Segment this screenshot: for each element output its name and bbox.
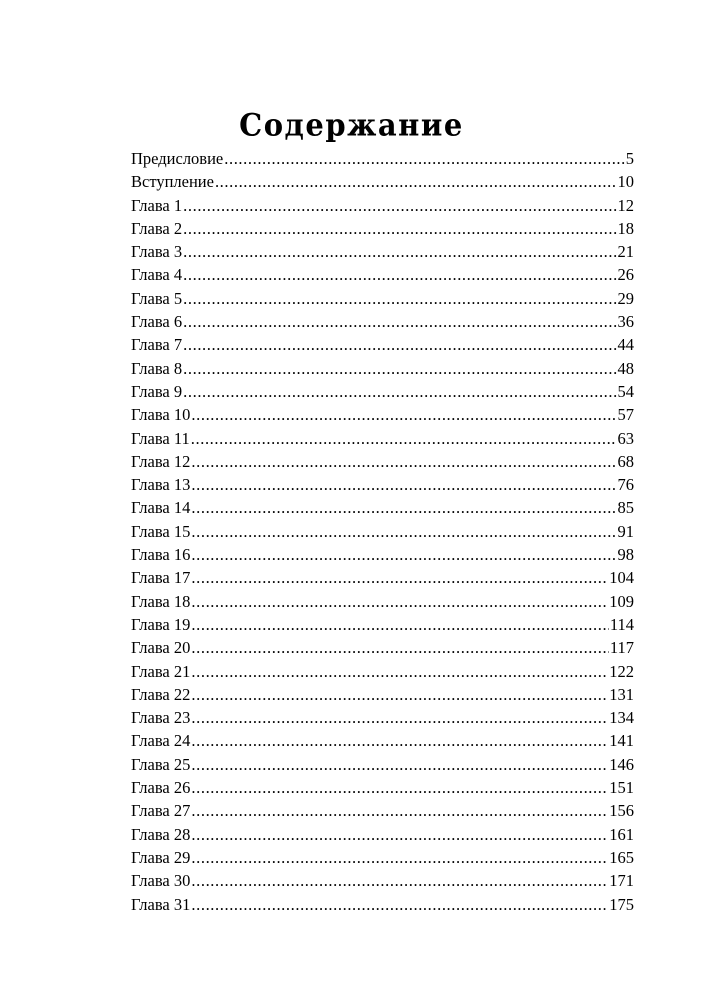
toc-entry [131,799,634,822]
toc-entry-label: Глава 7 [131,335,183,355]
dot-leader [191,823,608,846]
toc-entry-label: Глава 27 [131,801,191,821]
toc-entry-label: Глава 4 [131,265,183,285]
toc-entry [131,776,634,799]
toc-entry-label: Глава 23 [131,708,191,728]
toc-entry-page-number: 29 [617,288,634,308]
toc-entry-page-number: 76 [617,475,634,495]
toc-entry-page-number: 5 [625,149,634,168]
toc-entry-page-number: 36 [617,312,634,332]
toc-entry-label: Глава 11 [131,428,190,448]
toc-entry-label: Глава 16 [131,545,191,565]
toc-entry-page-number: 141 [609,731,634,751]
toc-entry [131,403,634,426]
toc-entry-page-number: 117 [609,638,634,658]
toc-entry-page-number: 57 [617,405,634,425]
toc-entry-label: Глава 25 [131,754,191,774]
toc-entry-label: Глава 18 [131,591,191,611]
toc-entry-page-number: 109 [609,591,634,611]
toc-entry-page-number: 91 [617,521,634,541]
toc-entry-label: Глава 12 [131,451,191,471]
toc-entry-label: Глава 13 [131,475,191,495]
dot-leader [191,869,608,892]
toc-entry-label: Глава 8 [131,358,183,378]
toc-entry [131,310,634,333]
dot-leader [183,217,616,240]
dot-leader [191,427,617,450]
toc-entry-label: Глава 1 [131,195,183,215]
toc-entry [131,893,634,916]
toc-entry [131,520,634,543]
toc-entry-page-number: 146 [609,754,634,774]
toc-entry-page-number: 114 [609,614,634,634]
toc-entry-label: Глава 20 [131,638,191,658]
dot-leader [191,776,608,799]
dot-leader [191,590,608,613]
toc-entry-label: Глава 26 [131,778,191,798]
dot-leader [191,846,608,869]
toc-entry-page-number: 175 [609,894,634,914]
table-of-contents [131,147,634,916]
toc-entry-page-number: 134 [609,708,634,728]
dot-leader [191,893,608,916]
toc-entry [131,660,634,683]
toc-entry-page-number: 151 [609,778,634,798]
toc-entry-page-number: 48 [617,358,634,378]
toc-entry-page-number: 165 [609,847,634,867]
toc-entry-page-number: 104 [609,568,634,588]
toc-entry-page-number: 54 [617,381,634,401]
dot-leader [191,683,608,706]
toc-entry-label: Глава 19 [131,614,191,634]
dot-leader [191,799,608,822]
toc-entry-label: Глава 3 [131,242,183,262]
toc-entry [131,194,634,217]
dot-leader [183,240,616,263]
toc-entry-label: Глава 15 [131,521,191,541]
toc-entry-label: Глава 17 [131,568,191,588]
toc-entry [131,380,634,403]
dot-leader [183,380,616,403]
toc-entry-page-number: 12 [617,195,634,215]
toc-entry-page-number: 161 [609,824,634,844]
dot-leader [183,333,616,356]
toc-entry-page-number: 21 [617,242,634,262]
toc-entry [131,170,634,193]
toc-entry [131,496,634,519]
dot-leader [191,636,608,659]
toc-entry-page-number: 171 [609,871,634,891]
toc-entry-page-number: 44 [617,335,634,355]
toc-entry [131,729,634,752]
page-title: Содержание [239,107,464,144]
dot-leader [183,310,616,333]
toc-entry [131,333,634,356]
toc-entry [131,543,634,566]
toc-entry-page-number: 156 [609,801,634,821]
toc-entry-page-number: 68 [617,451,634,471]
dot-leader [191,450,616,473]
toc-entry [131,706,634,729]
toc-entry [131,357,634,380]
toc-entry [131,613,634,636]
dot-leader [183,263,616,286]
toc-entry-label: Предисловие [131,149,224,168]
toc-entry [131,240,634,263]
dot-leader [191,729,608,752]
toc-entry-page-number: 18 [617,218,634,238]
toc-entry-label: Глава 30 [131,871,191,891]
toc-entry-label: Глава 31 [131,894,191,914]
toc-entry-page-number: 26 [617,265,634,285]
dot-leader [215,170,617,193]
toc-entry-label: Глава 28 [131,824,191,844]
dot-leader [191,520,616,543]
toc-entry-label: Глава 14 [131,498,191,518]
toc-entry-page-number: 10 [617,172,634,192]
dot-leader [183,357,616,380]
dot-leader [191,660,608,683]
toc-entry [131,869,634,892]
toc-entry-label: Глава 5 [131,288,183,308]
toc-entry [131,287,634,310]
dot-leader [191,403,616,426]
dot-leader [191,706,608,729]
toc-entry-label: Глава 6 [131,312,183,332]
toc-entry [131,450,634,473]
toc-entry-label: Глава 24 [131,731,191,751]
toc-entry-page-number: 122 [609,661,634,681]
dot-leader [191,473,616,496]
toc-entry [131,636,634,659]
toc-entry-page-number: 98 [617,545,634,565]
toc-entry-label: Глава 29 [131,847,191,867]
dot-leader [191,496,616,519]
dot-leader [191,753,608,776]
toc-entry-label: Глава 10 [131,405,191,425]
toc-entry [131,147,634,170]
toc-entry [131,427,634,450]
toc-entry-label: Глава 22 [131,684,191,704]
toc-entry-label: Вступление [131,172,214,192]
dot-leader [191,613,608,636]
toc-entry [131,683,634,706]
toc-entry [131,823,634,846]
dot-leader [224,147,625,170]
toc-entry-label: Глава 2 [131,218,183,238]
dot-leader [191,543,616,566]
toc-entry-page-number: 63 [617,428,634,448]
toc-entry [131,846,634,869]
dot-leader [183,287,616,310]
dot-leader [183,194,616,217]
toc-entry [131,217,634,240]
toc-entry [131,753,634,776]
toc-entry [131,566,634,589]
toc-entry-page-number: 85 [617,498,634,518]
toc-entry [131,590,634,613]
toc-entry-page-number: 131 [609,684,634,704]
toc-entry-label: Глава 21 [131,661,191,681]
toc-entry-label: Глава 9 [131,381,183,401]
dot-leader [191,566,608,589]
toc-entry [131,263,634,286]
toc-entry [131,473,634,496]
